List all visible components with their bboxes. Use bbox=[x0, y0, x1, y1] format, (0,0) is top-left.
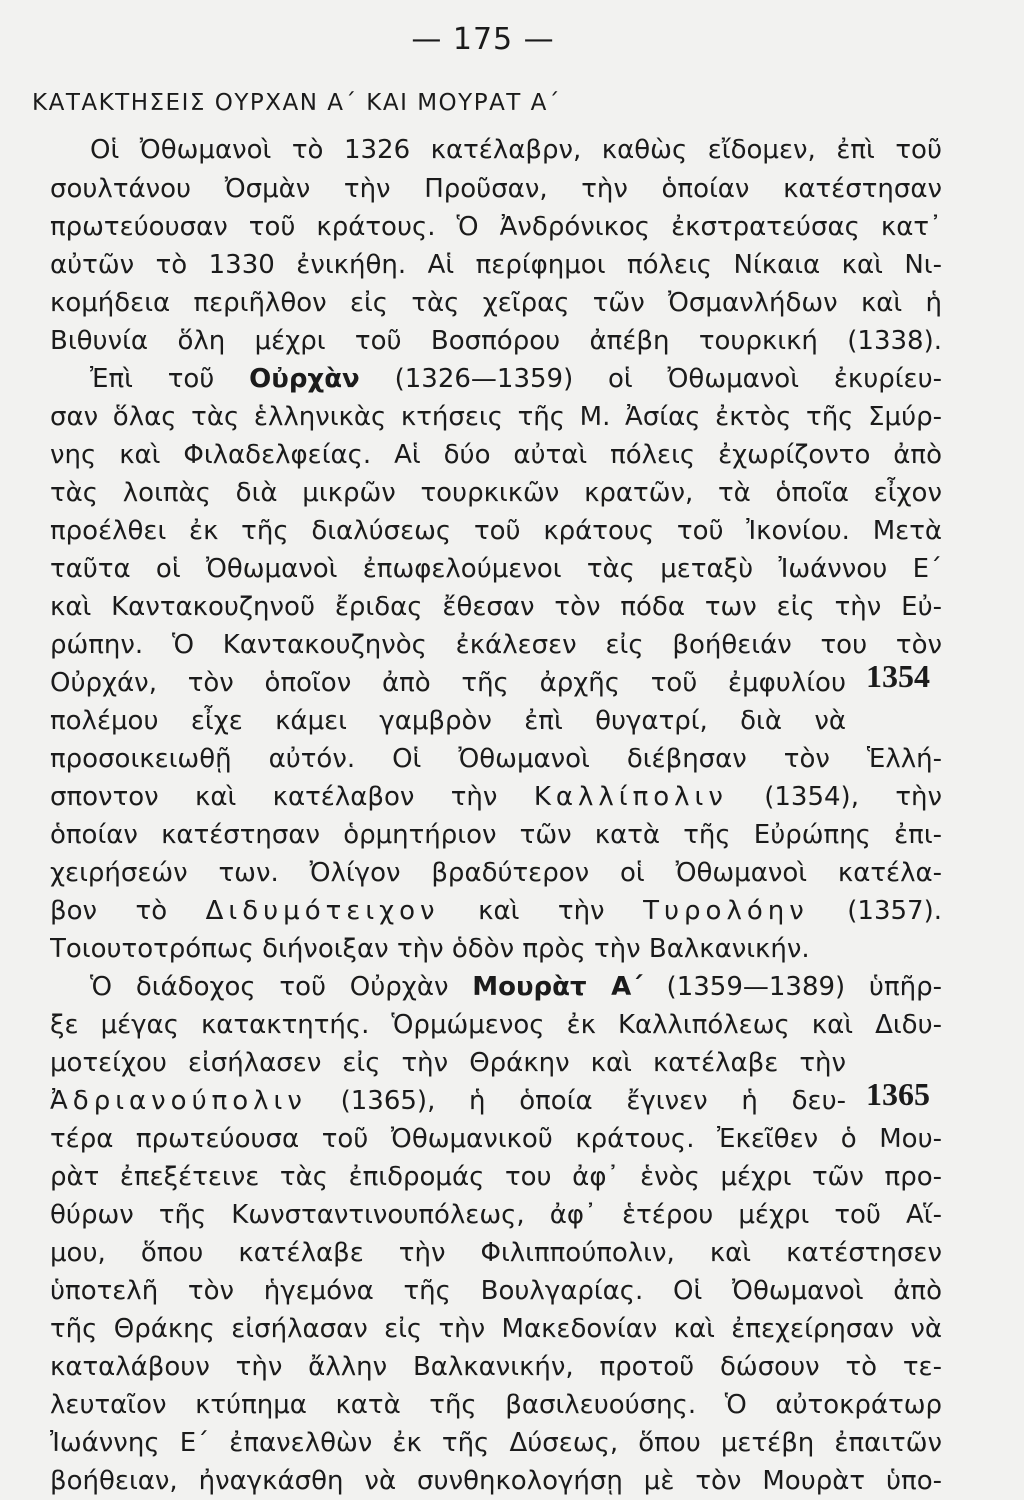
text-line: χειρήσεών των. Ὀλίγον βραδύτερον οἱ Ὀθωμανοὶ κατέλα- bbox=[50, 858, 942, 888]
text-span: βον τὸ bbox=[50, 896, 168, 926]
text-span: καὶ τὴν bbox=[478, 896, 605, 926]
text-line bbox=[50, 894, 942, 928]
text-line bbox=[50, 780, 942, 814]
text-line: μου, ὅπου κατέλαβε τὴν Φιλιππούπολιν, καὶ κατέστησεν bbox=[50, 1238, 942, 1268]
margin-year: 1354 bbox=[866, 658, 930, 694]
text-span: Ἐπὶ τοῦ bbox=[90, 364, 215, 394]
text-line: θύρων τῆς Κωνσταντινουπόλεως, ἀφ᾽ ἑτέρου μέχρι τοῦ Αἵ- bbox=[50, 1200, 942, 1230]
text-line: ξε μέγας κατακτητής. Ὁρμώμενος ἐκ Καλλιπόλεως καὶ Διδυ- bbox=[50, 1010, 942, 1040]
text-line bbox=[50, 1084, 846, 1118]
text-span: (1365), ἡ ὁποία ἔγινεν ἡ δευ- bbox=[340, 1086, 846, 1116]
bold-name: Μουρὰτ Α΄ bbox=[472, 972, 643, 1002]
text-line: καταλάβουν τὴν ἄλλην Βαλκανικήν, προτοῦ δώσουν τὸ τε- bbox=[50, 1352, 942, 1382]
place-name: Διδυμότειχον bbox=[205, 896, 440, 926]
text-line: κομήδεια περιῆλθον εἰς τὰς χεῖρας τῶν Ὀσμανλήδων καὶ ἡ bbox=[50, 288, 942, 318]
text-line: προέλθει ἐκ τῆς διαλύσεως τοῦ κράτους τοῦ Ἰκονίου. Μετὰ bbox=[50, 516, 942, 546]
text-line: σουλτάνου Ὀσμὰν τὴν Προῦσαν, τὴν ὁποίαν κατέστησαν bbox=[50, 174, 942, 204]
text-line: Βιθυνία ὅλη μέχρι τοῦ Βοσπόρου ἀπέβη τουρκική (1338). bbox=[50, 326, 942, 356]
text-line: Τοιουτοτρόπως διήνοιξαν τὴν ὁδὸν πρὸς τὴν Βαλκανικήν. bbox=[50, 934, 810, 964]
text-line: σαν ὅλας τὰς ἑλληνικὰς κτήσεις τῆς Μ. Ἀσίας ἐκτὸς τῆς Σμύρ- bbox=[50, 402, 942, 432]
text-span: (1354), τὴν bbox=[764, 782, 942, 812]
margin-year: 1365 bbox=[866, 1076, 930, 1112]
text-line: πρωτεύουσαν τοῦ κράτους. Ὁ Ἀνδρόνικος ἐκστρατεύσας κατ᾽ bbox=[50, 212, 942, 242]
bold-name: Οὐρχὰν bbox=[249, 364, 360, 394]
text-span: (1326—1359) οἱ Ὀθωμανοὶ ἐκυρίευ- bbox=[394, 364, 942, 394]
text-line: προσοικειωθῇ αὐτόν. Οἱ Ὀθωμανοὶ διέβησαν τὸν Ἑλλή- bbox=[50, 744, 942, 774]
text-line: πολέμου εἶχε κάμει γαμβρὸν ἐπὶ θυγατρί, διὰ νὰ bbox=[50, 706, 846, 736]
text-line: αὐτῶν τὸ 1330 ἐνικήθη. Αἱ περίφημοι πόλεις Νίκαια καὶ Νι- bbox=[50, 250, 942, 280]
text-line: ταῦτα οἱ Ὀθωμανοὶ ἐπωφελούμενοι τὰς μεταξὺ Ἰωάννου Ε΄ bbox=[50, 554, 942, 584]
text-line: Οἱ Ὀθωμανοὶ τὸ 1326 κατέλαβρν, καθὼς εἴδομεν, ἐπὶ τοῦ bbox=[90, 135, 942, 165]
text-line: ὑποτελῆ τὸν ἡγεμόνα τῆς Βουλγαρίας. Οἱ Ὀθωμανοὶ ἀπὸ bbox=[50, 1276, 942, 1306]
text-line: ὁποίαν κατέστησαν ὁρμητήριον τῶν κατὰ τῆς Εὐρώπης ἐπι- bbox=[50, 820, 942, 850]
text-span: σποντον καὶ κατέλαβον τὴν bbox=[50, 782, 498, 812]
text-line: καὶ Καντακουζηνοῦ ἔριδας ἔθεσαν τὸν πόδα των εἰς τὴν Εὐ- bbox=[50, 592, 942, 622]
text-line: Ἰωάννης Ε΄ ἐπανελθὼν ἐκ τῆς Δύσεως, ὅπου μετέβη ἐπαιτῶν bbox=[50, 1428, 942, 1458]
text-line: ρὰτ ἐπεξέτεινε τὰς ἐπιδρομάς του ἀφ᾽ ἑνὸς μέχρι τῶν προ- bbox=[50, 1162, 942, 1192]
text-line: τὰς λοιπὰς διὰ μικρῶν τουρκικῶν κρατῶν, τὰ ὁποῖα εἶχον bbox=[50, 478, 942, 508]
page-number: — 175 — bbox=[411, 22, 555, 57]
place-name: Καλλίπολιν bbox=[533, 782, 728, 812]
text-line: βοήθειαν, ἠναγκάσθη νὰ συνθηκολογήσῃ μὲ τὸν Μουρὰτ ὑπο- bbox=[50, 1466, 942, 1496]
text-line bbox=[90, 362, 942, 396]
text-line: νης καὶ Φιλαδελφείας. Αἱ δύο αὐταὶ πόλεις ἐχωρίζοντο ἀπὸ bbox=[50, 440, 942, 470]
text-line: μοτείχου εἰσήλασεν εἰς τὴν Θράκην καὶ κατέλαβε τὴν bbox=[50, 1048, 846, 1078]
place-name: Τυρολόην bbox=[643, 896, 809, 926]
text-line: τέρα πρωτεύουσα τοῦ Ὀθωμανικοῦ κράτους. Ἐκεῖθεν ὁ Μου- bbox=[50, 1124, 942, 1154]
section-heading: ΚΑΤΑΚΤΗΣΕΙΣ ΟΥΡΧΑΝ Α΄ ΚΑΙ ΜΟΥΡΑΤ Α΄ bbox=[32, 90, 561, 116]
text-span: (1357). bbox=[847, 896, 942, 926]
text-span: (1359—1389) ὑπῆρ- bbox=[666, 972, 942, 1002]
text-line: ρώπην. Ὁ Καντακουζηνὸς ἐκάλεσεν εἰς βοήθειάν του τὸν bbox=[50, 630, 942, 660]
text-span: Ὁ διάδοχος τοῦ Οὐρχὰν bbox=[90, 972, 449, 1002]
text-line: τῆς Θράκης εἰσήλασαν εἰς τὴν Μακεδονίαν καὶ ἐπεχείρησαν νὰ bbox=[50, 1314, 942, 1344]
text-line bbox=[90, 970, 942, 1004]
text-line: λευταῖον κτύπημα κατὰ τῆς βασιλευούσης. Ὁ αὐτοκράτωρ bbox=[50, 1390, 942, 1420]
text-line: Οὐρχάν, τὸν ὁποῖον ἀπὸ τῆς ἀρχῆς τοῦ ἐμφυλίου bbox=[50, 668, 846, 698]
place-name: Ἀδριανούπολιν bbox=[50, 1086, 307, 1116]
